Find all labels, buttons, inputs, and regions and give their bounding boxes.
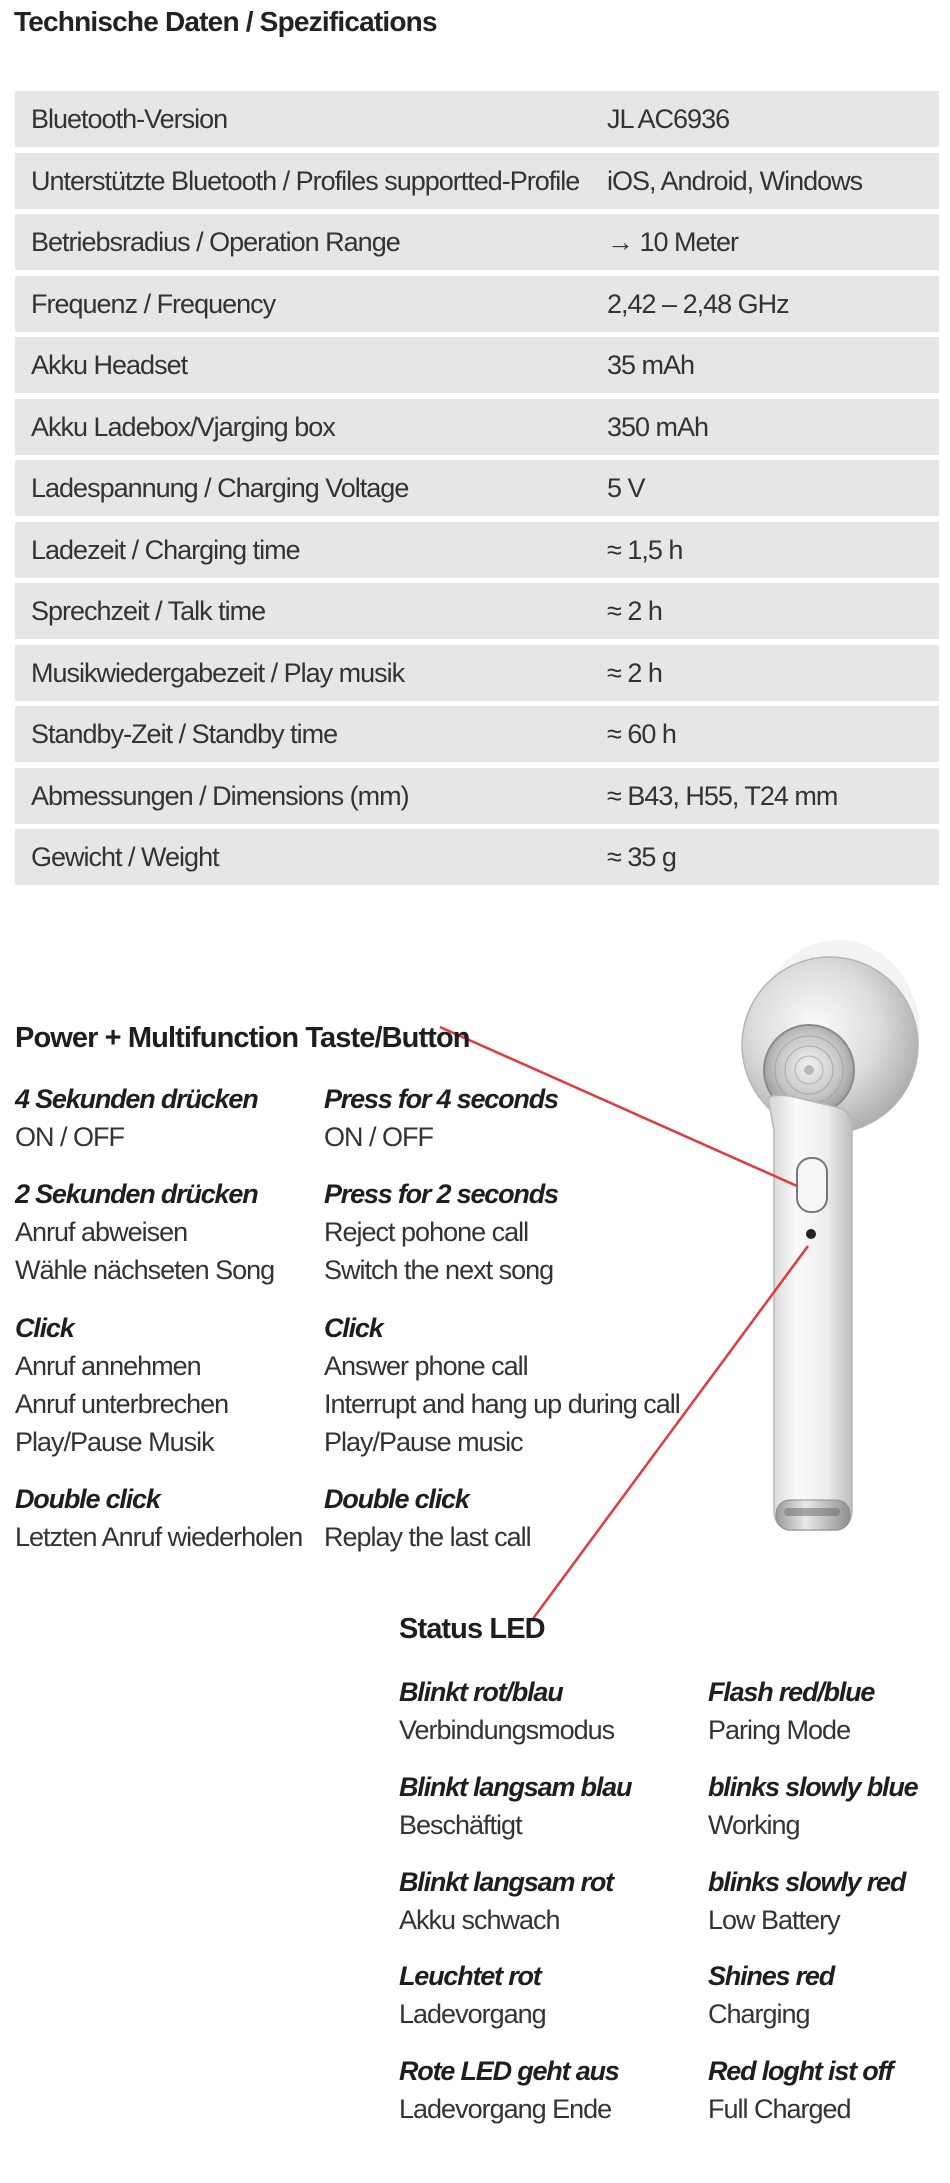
power-de-group: [15, 1080, 257, 1156]
power-de-heading: 4 Sekunden drücken: [15, 1084, 258, 1114]
spec-value: ≈ 1,5 h: [607, 534, 683, 565]
power-de-group: [15, 1480, 302, 1556]
spec-value: iOS, Android, Windows: [607, 165, 863, 196]
led-en-line: Paring Mode: [708, 1715, 851, 1745]
spec-label: Akku Ladebox/Vjarging box: [31, 411, 335, 442]
power-de-line: Anruf unterbrechen: [15, 1389, 229, 1419]
multifunction-button: [797, 1158, 827, 1212]
power-de-heading: Double click: [15, 1484, 160, 1514]
spec-label: Sprechzeit / Talk time: [31, 596, 266, 626]
power-en-heading: Click: [324, 1313, 383, 1343]
spec-value: ≈ 2 h: [607, 657, 662, 688]
page-title: Technische Daten / Spezifications: [14, 6, 437, 37]
spec-label: Akku Headset: [31, 350, 188, 380]
led-en-group: [708, 1863, 905, 1939]
led-en-heading: Shines red: [708, 1961, 835, 1991]
spec-label: Bluetooth-Version: [31, 104, 228, 134]
spec-value: 5 V: [607, 473, 645, 503]
led-en-group: [708, 2052, 893, 2128]
power-en-heading: Press for 2 seconds: [324, 1179, 558, 1209]
led-en-line: Low Battery: [708, 1905, 840, 1935]
led-en-line: Charging: [708, 1999, 810, 2029]
spec-label: Abmessungen / Dimensions (mm): [31, 780, 409, 811]
power-de-line: Anruf abweisen: [15, 1217, 188, 1247]
power-de-line: Letzten Anruf wiederholen: [15, 1522, 303, 1552]
power-de-line: Play/Pause Musik: [15, 1427, 214, 1457]
power-de-heading: 2 Sekunden drücken: [15, 1179, 258, 1209]
power-en-line: Reject pohone call: [324, 1217, 529, 1247]
power-en-heading: Press for 4 seconds: [324, 1084, 558, 1114]
led-de-line: Akku schwach: [399, 1905, 560, 1935]
power-en-group: [324, 1309, 680, 1461]
led-de-line: Ladevorgang: [399, 1999, 546, 2029]
led-en-group: [708, 1768, 917, 1844]
spec-value: JL AC6936: [607, 104, 730, 134]
led-de-group: [399, 1957, 546, 2033]
spec-label: Ladespannung / Charging Voltage: [31, 473, 409, 503]
led-de-group: [399, 1673, 614, 1749]
spec-value: → 10 Meter: [607, 227, 739, 257]
led-de-line: Verbindungsmodus: [399, 1715, 615, 1745]
led-de-heading: Blinkt langsam rot: [399, 1867, 613, 1897]
power-en-line: Replay the last call: [324, 1522, 531, 1552]
led-de-line: Beschäftigt: [399, 1810, 522, 1840]
led-de-group: [399, 1863, 613, 1939]
power-en-line: Play/Pause music: [324, 1427, 523, 1457]
power-en-group: [324, 1080, 558, 1156]
power-en-group: [324, 1480, 531, 1556]
power-de-group: [15, 1175, 274, 1289]
power-en-line: Interrupt and hang up during call: [324, 1389, 680, 1419]
led-de-heading: Blinkt rot/blau: [399, 1677, 563, 1707]
power-de-line: ON / OFF: [15, 1122, 124, 1152]
power-de-group: [15, 1309, 228, 1461]
spec-value: ≈ 35 g: [607, 842, 676, 872]
power-de-heading: Click: [15, 1313, 74, 1343]
power-en-group: [324, 1175, 558, 1289]
led-en-heading: Red loght ist off: [708, 2056, 893, 2086]
power-en-line: Switch the next song: [324, 1255, 554, 1285]
led-en-group: [708, 1673, 874, 1749]
power-de-line: Anruf annehmen: [15, 1351, 201, 1381]
spec-value: 350 mAh: [607, 411, 709, 442]
spec-label: Betriebsradius / Operation Range: [31, 227, 400, 257]
spec-label: Musikwiedergabezeit / Play musik: [31, 657, 405, 688]
led-de-heading: Rote LED geht aus: [399, 2056, 619, 2086]
power-en-heading: Double click: [324, 1484, 469, 1514]
led-de-heading: Leuchtet rot: [399, 1961, 541, 1991]
led-en-line: Full Charged: [708, 2094, 851, 2124]
led-de-group: [399, 2052, 619, 2128]
led-en-line: Working: [708, 1810, 800, 1840]
status-led: [806, 1229, 816, 1239]
spec-label: Gewicht / Weight: [31, 842, 219, 872]
led-de-group: [399, 1768, 631, 1844]
led-en-group: [708, 1957, 834, 2033]
led-de-heading: Blinkt langsam blau: [399, 1772, 632, 1802]
power-en-line: ON / OFF: [324, 1122, 433, 1152]
led-en-heading: Flash red/blue: [708, 1677, 875, 1707]
led-en-heading: blinks slowly blue: [708, 1772, 918, 1802]
spec-value: ≈ 60 h: [607, 719, 676, 749]
spec-label: Ladezeit / Charging time: [31, 534, 300, 565]
spec-label: Unterstützte Bluetooth / Profiles supportted-Profile: [31, 165, 580, 196]
led-de-line: Ladevorgang Ende: [399, 2094, 612, 2124]
led-section-title: Status LED: [399, 1613, 545, 1645]
spec-label: Frequenz / Frequency: [31, 288, 276, 319]
spec-value: 35 mAh: [607, 350, 695, 380]
spec-label: Standby-Zeit / Standby time: [31, 719, 338, 749]
led-en-heading: blinks slowly red: [708, 1867, 906, 1897]
spec-value: ≈ B43, H55, T24 mm: [607, 780, 838, 811]
power-de-line: Wähle nächseten Song: [15, 1255, 275, 1285]
spec-value: 2,42 – 2,48 GHz: [607, 288, 789, 319]
spec-value: ≈ 2 h: [607, 596, 662, 626]
power-section-title: Power + Multifunction Taste/Button: [15, 1022, 470, 1054]
power-en-line: Answer phone call: [324, 1351, 528, 1381]
